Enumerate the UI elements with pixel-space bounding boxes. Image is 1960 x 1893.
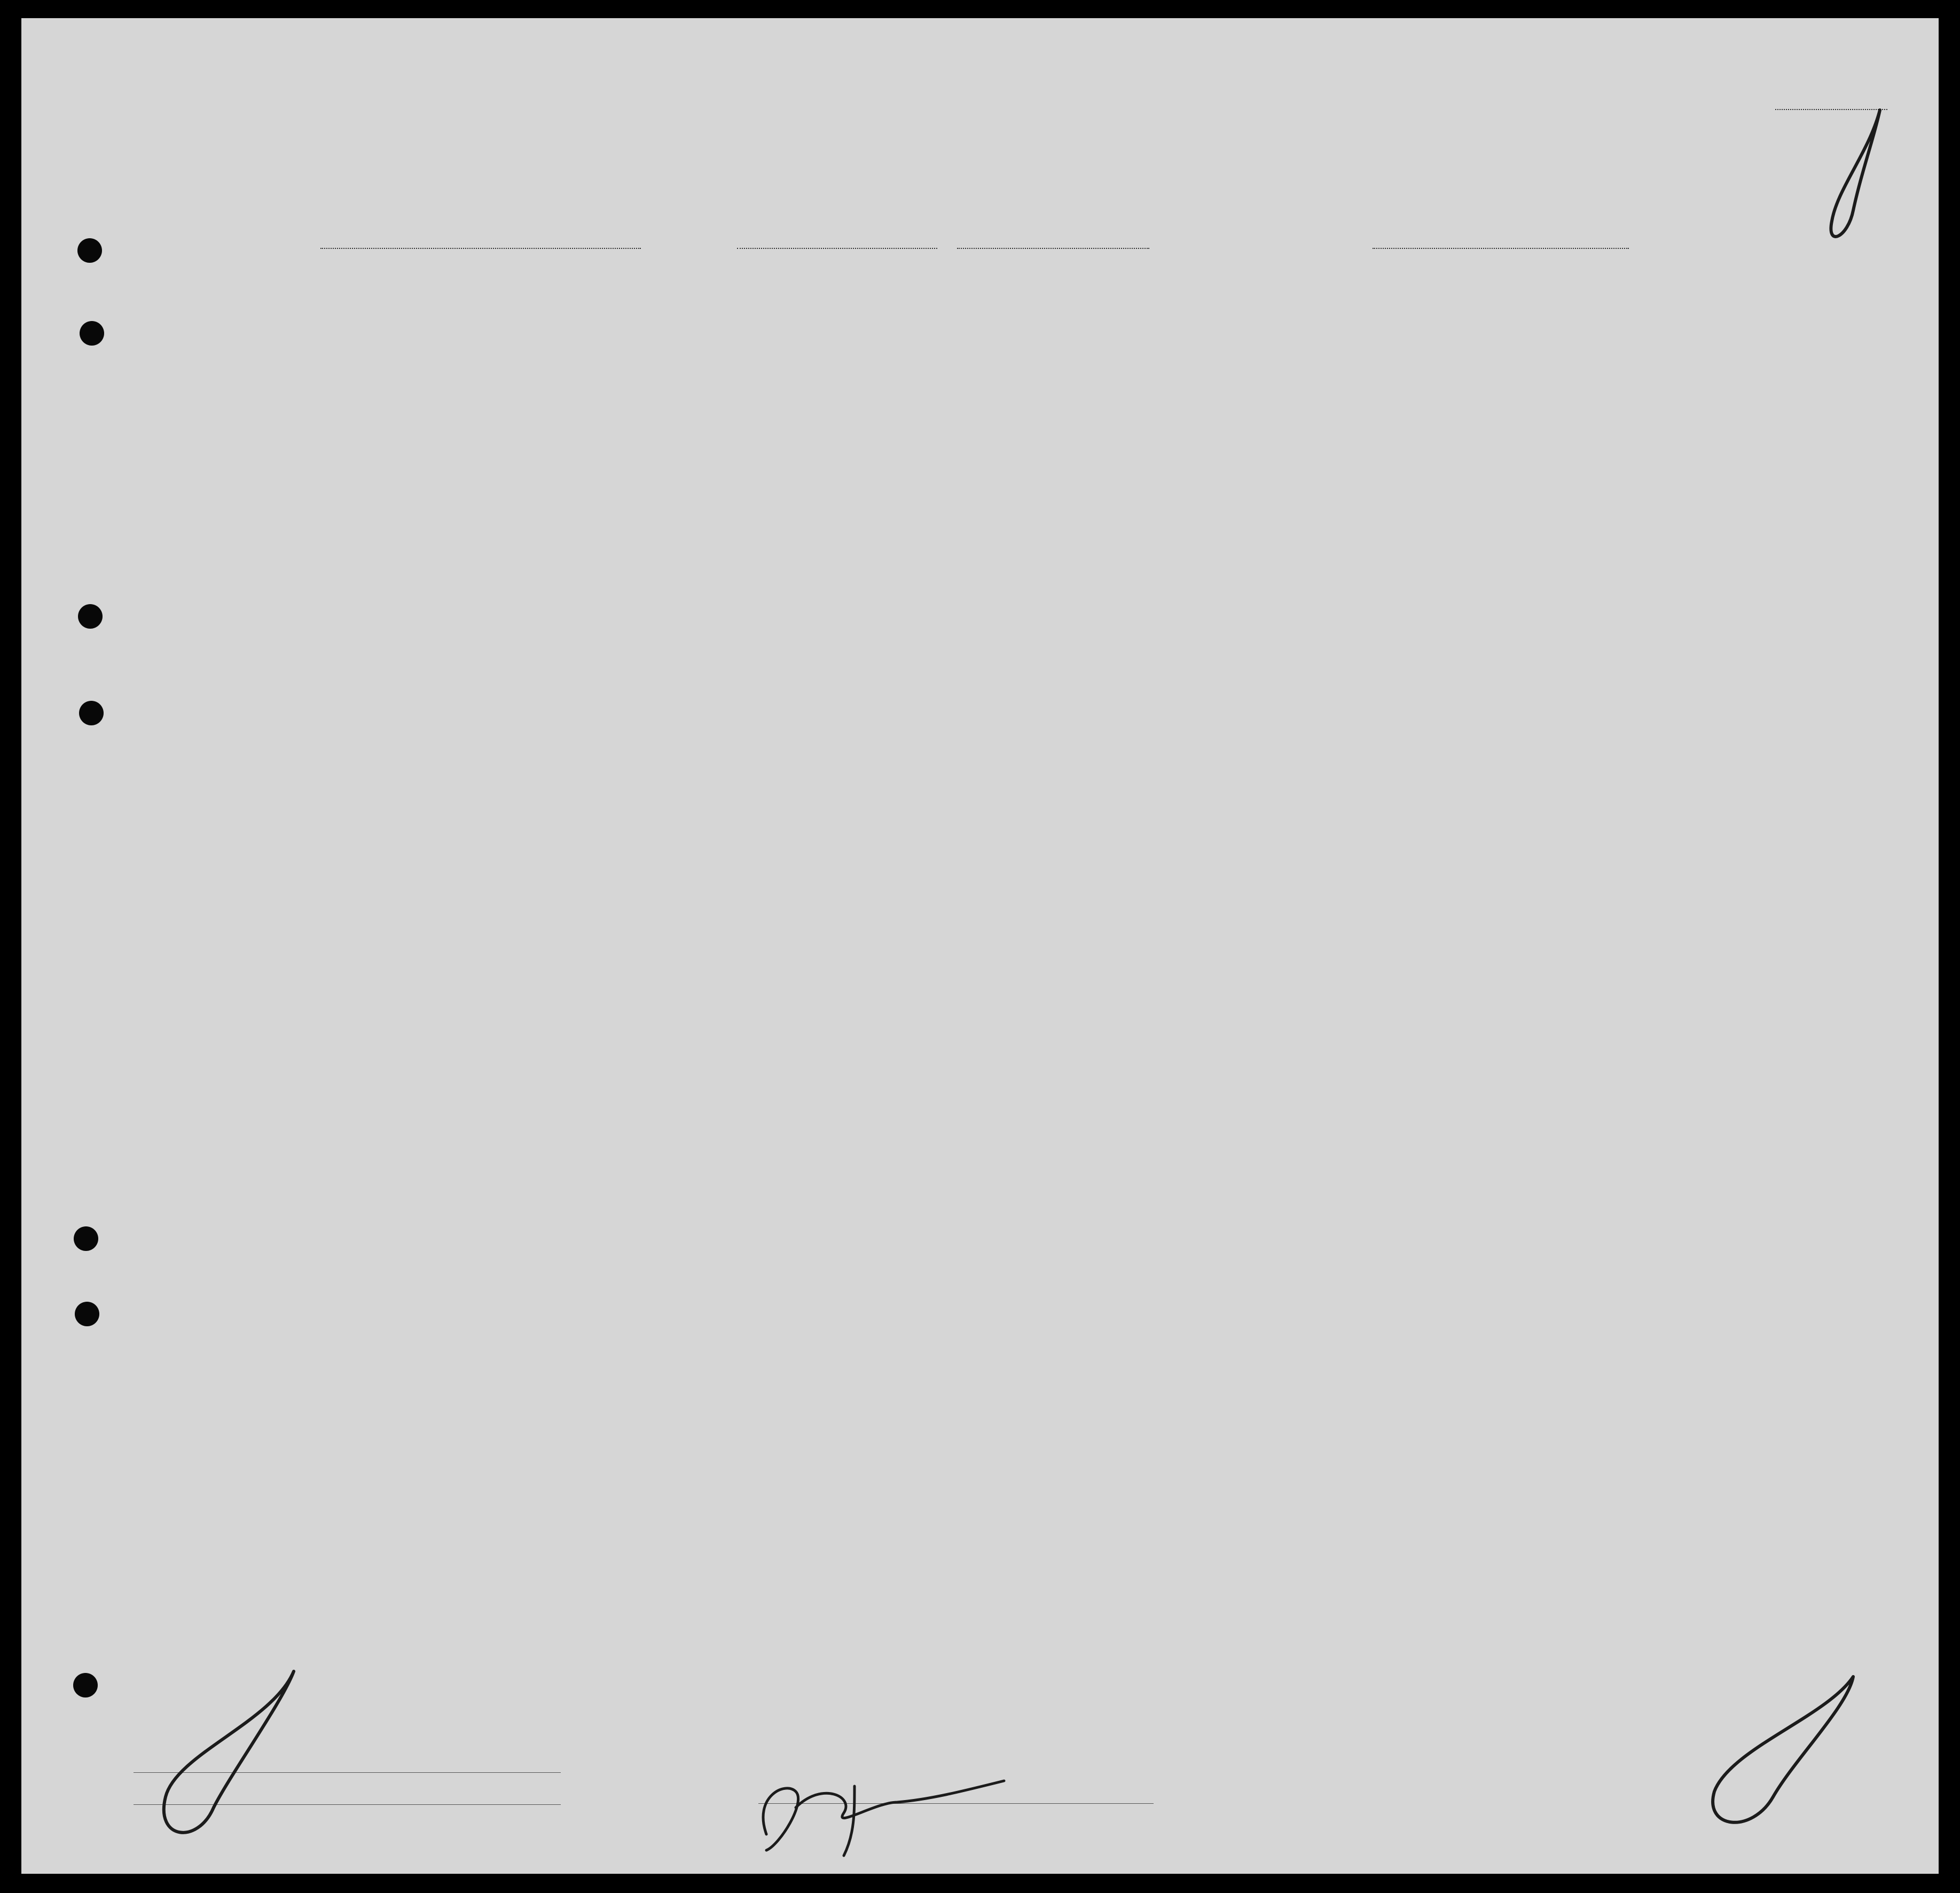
punch-hole — [77, 238, 102, 263]
punch-hole — [78, 604, 103, 629]
punch-hole — [74, 1226, 98, 1251]
punch-hole — [75, 1302, 99, 1326]
punch-hole — [73, 1673, 98, 1698]
table-grid — [21, 18, 1939, 1874]
manifest-sheet — [21, 18, 1939, 1874]
punch-hole — [80, 321, 104, 346]
punch-hole — [79, 701, 104, 725]
